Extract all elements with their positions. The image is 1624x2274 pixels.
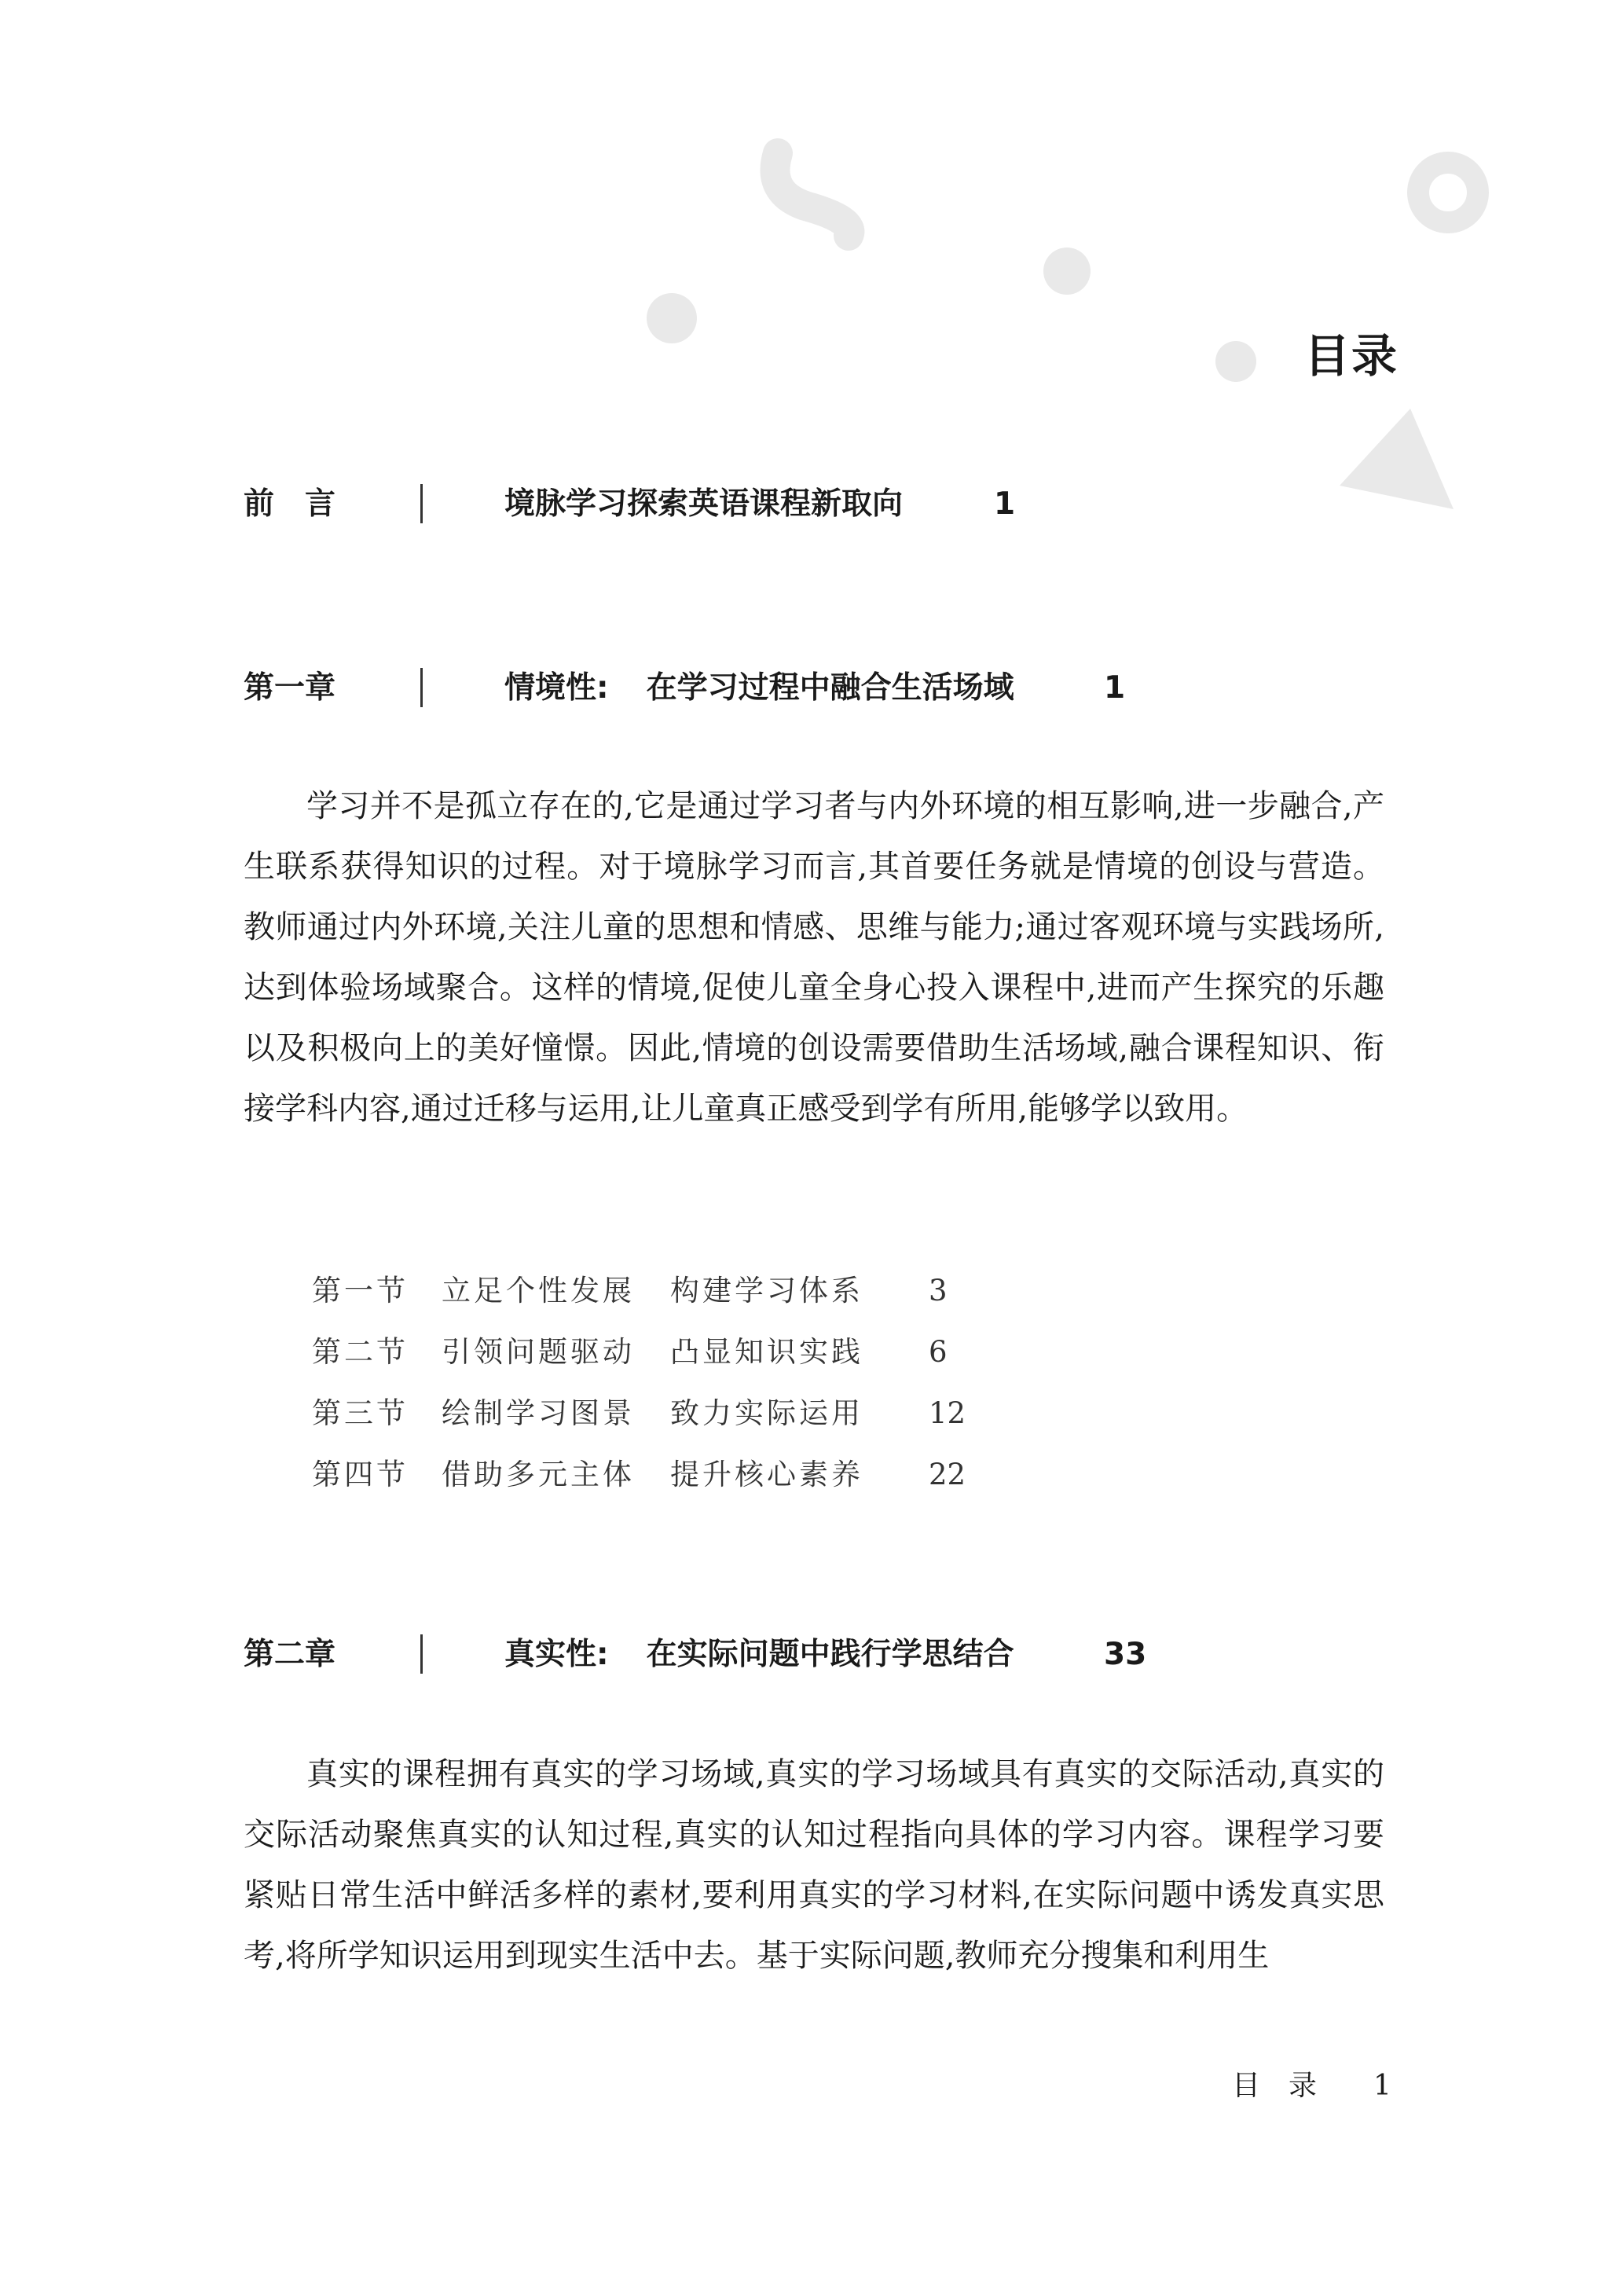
decor-dot-right: [1215, 341, 1256, 382]
toc-entry-preface[interactable]: [244, 481, 1384, 528]
section-title-part1: 立足个性发展: [442, 1274, 635, 1308]
divider-bar: [420, 668, 423, 707]
chapter1-summary: 学习并不是孤立存在的,它是通过学习者与内外环境的相互影响,进一步融合,产生联系获得知识的过程。对于境脉学习而言,其首要任务就是情境的创设与营造。教师通过内外环境,关注儿童的思想和情感、思维与能力;通过客观环境与实践场所,达到体验场域聚合。这样的情境,促使儿童全身心投入课程中,进而产生探究的乐趣以及积极向上的美好憧憬。因此,情境的创设需要借助生活场域,融合课程知识、衔接学科内容,通过迁移与运用,让儿童真正感受到学有所用,能够学以致用。: [244, 788, 1384, 1127]
section-page: 22: [929, 1458, 966, 1491]
entry-page: 1: [994, 486, 1016, 522]
divider-bar: [420, 1634, 423, 1674]
toc-entry-chapter1[interactable]: [244, 665, 1384, 712]
decor-ring: [1418, 163, 1478, 222]
footer-label: 目 录: [1232, 2070, 1318, 2102]
page-title: 目录: [1304, 329, 1399, 383]
section-page: 6: [929, 1335, 948, 1369]
section-page: 3: [929, 1274, 948, 1308]
section-title-part2: 凸显知识实践: [670, 1335, 863, 1369]
entry-title: [504, 665, 1014, 712]
section-title-part1: 绘制学习图景: [442, 1396, 635, 1430]
section-page: 12: [929, 1396, 966, 1430]
entry-label: 第二章: [244, 1637, 336, 1672]
title-sub: 在实际问题中践行学思结合: [646, 1637, 1014, 1672]
entry-page: 1: [1104, 670, 1126, 706]
section-title-part2: 致力实际运用: [670, 1396, 863, 1430]
entry-label: 前 言: [244, 486, 336, 522]
entry-title: 境脉学习探索英语课程新取向: [504, 486, 904, 522]
decor-dot-small: [647, 293, 697, 343]
decor-dot-mid: [1043, 248, 1091, 295]
entry-label: 第一章: [244, 670, 336, 706]
toc-entry-chapter2[interactable]: [244, 1631, 1384, 1678]
title-sub: 在学习过程中融合生活场域: [646, 670, 1014, 706]
section-title-part1: 引领问题驱动: [442, 1335, 635, 1369]
section-title-part2: 提升核心素养: [670, 1458, 863, 1491]
section-number: 第三节: [312, 1396, 409, 1430]
divider-bar: [420, 484, 423, 523]
section-title-part2: 构建学习体系: [670, 1274, 863, 1308]
decor-squiggle: [775, 153, 850, 236]
title-main: 情境性:: [504, 670, 609, 706]
page-footer: [1232, 2067, 1391, 2106]
chapter2-summary: 真实的课程拥有真实的学习场域,真实的学习场域具有真实的交际活动,真实的交际活动聚焦真实的认知过程,真实的认知过程指向具体的学习内容。课程学习要紧贴日常生活中鲜活多样的素材,要利用真实的学习材料,在实际问题中诱发真实思考,将所学知识运用到现实生活中去。基于实际问题,教师充分搜集和利用生: [244, 1756, 1384, 1974]
section-number: 第一节: [312, 1274, 409, 1308]
title-main: 真实性:: [504, 1637, 609, 1672]
entry-page: 33: [1104, 1637, 1147, 1672]
decorative-shapes: [0, 0, 1624, 550]
entry-title: [504, 1631, 1014, 1678]
section-number: 第二节: [312, 1335, 409, 1369]
section-number: 第四节: [312, 1458, 409, 1491]
footer-page-number: 1: [1373, 2070, 1391, 2102]
section-title-part1: 借助多元主体: [442, 1458, 635, 1491]
